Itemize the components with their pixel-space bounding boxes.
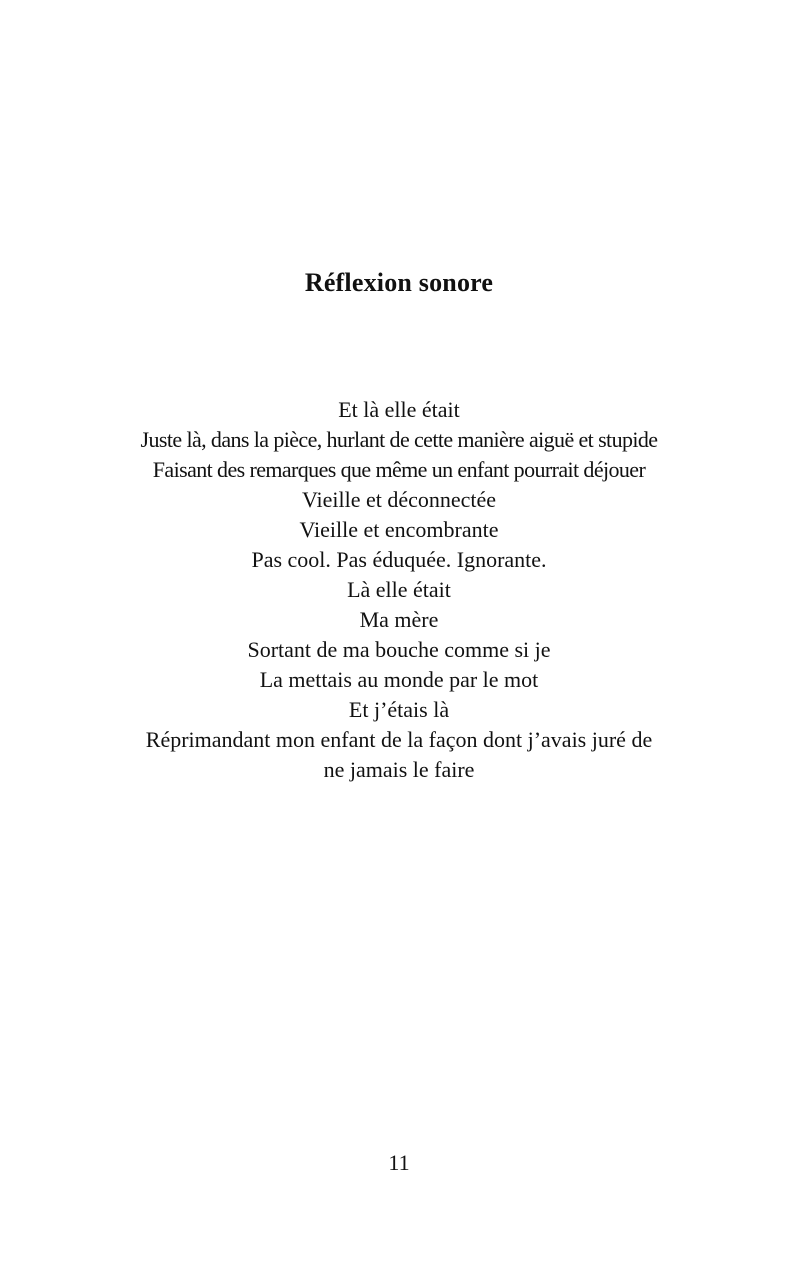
poem-line: Juste là, dans la pièce, hurlant de cette manière aiguë et stupide [140, 427, 658, 452]
poem-body [100, 395, 698, 785]
poem-line: La mettais au monde par le mot [259, 667, 539, 692]
poem-line: Faisant des remarques que même un enfant pourrait déjouer [152, 457, 646, 482]
poem-line: Vieille et déconnectée [301, 487, 497, 512]
poem-line: Et j’étais là [348, 697, 450, 722]
poem-line: Là elle était [347, 577, 451, 602]
poem-line: Réprimandant mon enfant de la façon dont j’avais juré de [145, 727, 653, 752]
poem-line: Sortant de ma bouche comme si je [247, 637, 551, 662]
poem-line: Et là elle était [338, 397, 460, 422]
poem-line: Vieille et encombrante [299, 517, 499, 542]
poem-title: Réflexion sonore [304, 268, 494, 297]
page-number: 11 [388, 1150, 410, 1175]
poem-line: ne jamais le faire [323, 757, 475, 782]
poem-line: Pas cool. Pas éduquée. Ignorante. [251, 547, 547, 572]
poem-line: Ma mère [359, 607, 439, 632]
